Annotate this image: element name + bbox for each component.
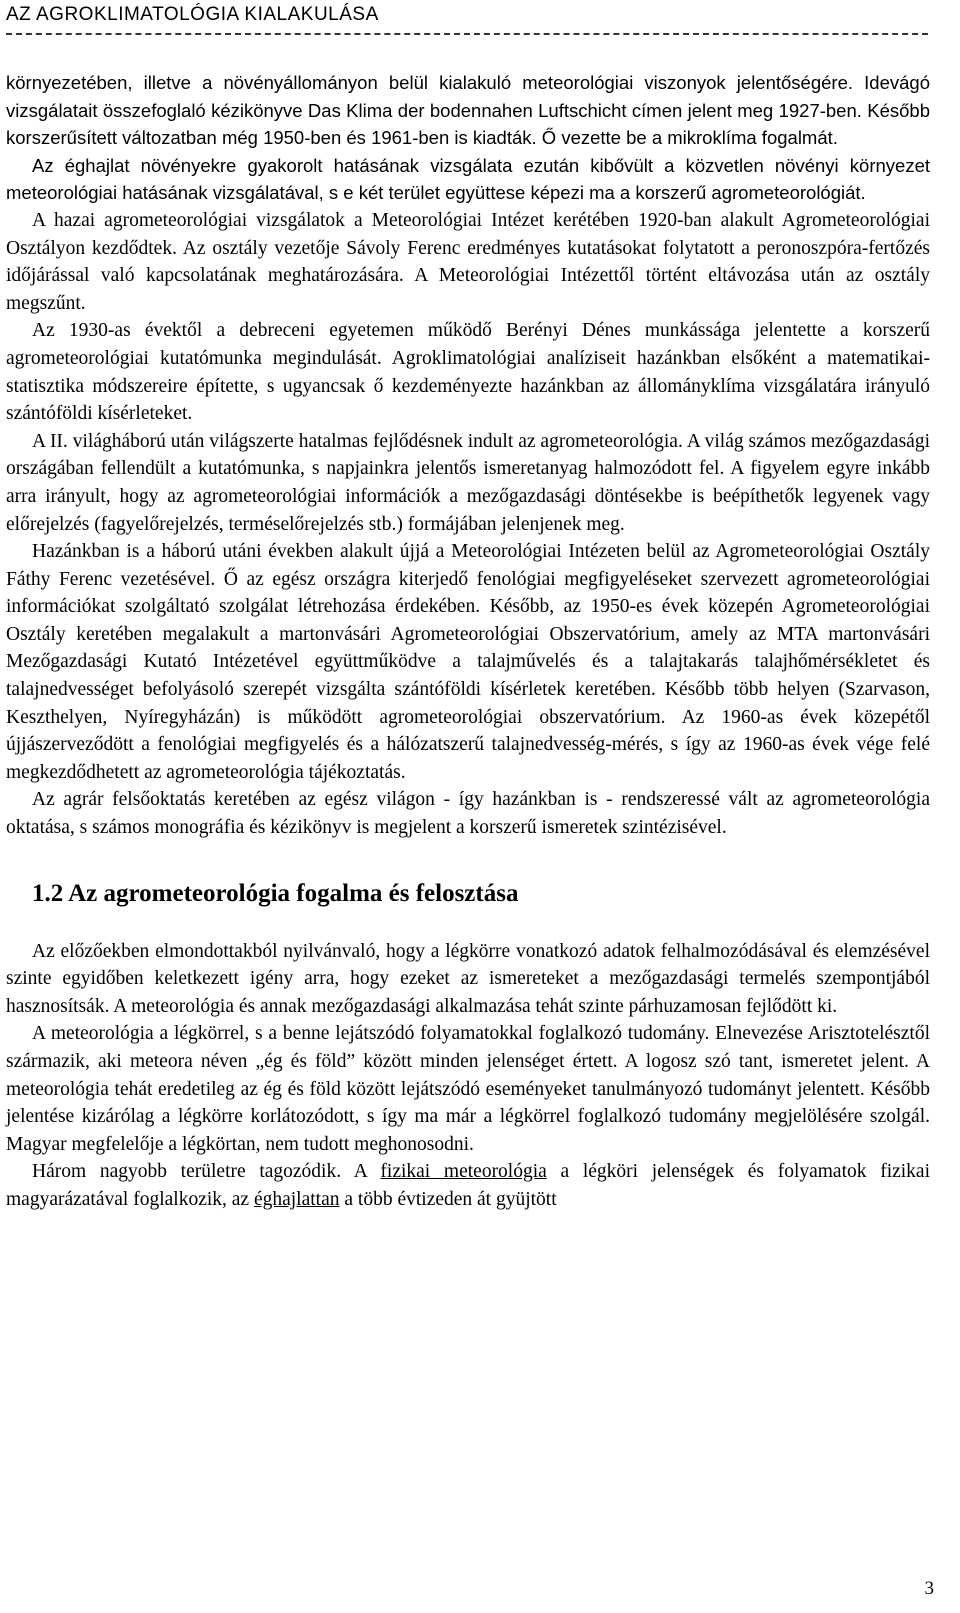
term-eghajlattan: éghajlattan	[253, 1188, 340, 1210]
text-run: Három nagyobb területre tagozódik. A	[32, 1161, 381, 1183]
paragraph: Az előzőekben elmondottakból nyilvánvaló, hogy a légkörre vonatkozó adatok felhalmozódásával és elemzésével szinte egyidőben keletkezett igény arra, hogy ezeket az ismereteket a mezőgazdasági termelés szempontjából hasznosítsák. A meteorológia és annak mezőgazdasági alkalmazása tehát szinte párhuzamosan fejlődött ki.	[6, 940, 930, 1017]
header-divider	[6, 33, 928, 35]
paragraph: A II. világháború után világszerte hatalmas fejlődésnek indult az agrometeorológia. A világ számos mezőgazdasági országában fellendült a kutatómunka, s napjainkra jelentős ismeretanyag halmozódott fel. A figyelem egyre inkább arra irányult, hogy az agrometeorológiai információk a mezőgazdasági döntésekbe is beépíthetők legyenek vagy előrejelzés (fagyelőrejelzés, terméselőrejelzés stb.) formájában jelenjenek meg.	[6, 430, 930, 535]
text-run: a légköri jelenségek és folyamatok fizikai magyarázatával foglalkozik, az	[6, 1161, 931, 1210]
body-text	[6, 69, 930, 1214]
text-run: a több évtizeden át gyüjtött	[339, 1188, 557, 1210]
paragraph: Az 1930-as évektől a debreceni egyetemen működő Berényi Dénes munkássága jelentette a korszerű agrometeorológiai kutatómunka megindulását. Agroklimatológiai analíziseit hazánkban elsőként a matematikai-statisztika módszereire építette, s ugyancsak ő kezdeményezte hazánkban az állományklíma vizsgálatára irányuló szántóföldi kísérleteket.	[6, 320, 930, 425]
paragraph: Hazánkban is a háború utáni években alakult újjá a Meteorológiai Intézeten belül az Agrometeorológiai Osztály Fáthy Ferenc vezetésével. Ő az egész országra kiterjedő fenológiai megfigyeléseket szervezett agrometeorológiai információkat szolgáltató szolgálat létrehozása érdekében. Később, az 1950-es évek közepén Agrometeorológiai Osztály keretében megalakult a martonvásári Agrometeorológiai Obszervatórium, amely az MTA martonvásári Mezőgazdasági Kutató Intézetével együttműködve a talajművelés és a talajtakarás talajhőmérsékletet és talajnedvességet befolyásoló szerepét vizsgálta szántóföldi kísérletek keretében. Később több helyen (Szarvason, Keszthelyen, Nyíregyházán) is működött agrometeorológiai obszervatórium. Az 1960-as évek közepétől újjászerveződött a fenológiai megfigyelés és a hálózatszerű talajnedvesség-mérés, s így az 1960-as évek vége felé megkezdődhetett az agrometeorológia tájékoztatás.	[6, 541, 930, 783]
paragraph: környezetében, illetve a növényállományon belül kialakuló meteorológiai viszonyok jelentőségére. Idevágó vizsgálatait összefoglaló kézikönyve Das Klima der bodennahen Luftschicht címen jelent meg 1927-ben. Később korszerűsített változatban még 1950-ben és 1961-ben is kiadták. Ő vezette be a mikroklíma fogalmát.	[6, 72, 930, 149]
paragraph: A hazai agrometeorológiai vizsgálatok a Meteorológiai Intézet kerétében 1920-ban alakult Agrometeorológiai Osztályon kezdődtek. Az osztály vezetője Sávoly Ferenc eredményes kutatásokat folytatott a peronoszpóra-fertőzés időjárással való kapcsolatának meghatározására. A Meteorológiai Intézettől történt eltávozása után az osztály megszűnt.	[6, 209, 930, 314]
running-header: AZ AGROKLIMATOLÓGIA KIALAKULÁSA	[6, 4, 379, 25]
term-fizikai-meteorologia: fizikai meteorológia	[380, 1161, 547, 1183]
section-heading: 1.2 Az agrometeorológia fogalma és felosztása	[32, 879, 519, 907]
paragraph	[6, 1158, 930, 1213]
paragraph: A meteorológia a légkörrel, s a benne lejátszódó folyamatokkal foglalkozó tudomány. Elnevezése Arisztotelésztől származik, aki meteora néven „ég és föld” között minden jelenséget értett. A logosz szó tant, ismeretet jelent. A meteorológia tehát eredetileg az ég és föld között lejátszódó eseményeket tanulmányozó tudományt jelentett. Később jelentése kizárólag a légkörre korlátozódott, s így ma már a légkörrel foglalkozó tudomány megjelölésére szolgál. Magyar megfelelője a légkörtan, nem tudott meghonosodni.	[6, 1023, 930, 1155]
page-number: 3	[924, 1578, 934, 1599]
paragraph: Az éghajlat növényekre gyakorolt hatásának vizsgálata ezután kibővült a közvetlen növényi környezet meteorológiai hatásának vizsgálatával, s e két terület együttese képezi ma a korszerű agrometeorológiát.	[6, 154, 930, 204]
paragraph: Az agrár felsőoktatás keretében az egész világon - így hazánkban is - rendszeressé vált az agrometeorológia oktatása, s számos monográfia és kézikönyv is megjelent a korszerű ismeretek szintézisével.	[6, 789, 930, 839]
